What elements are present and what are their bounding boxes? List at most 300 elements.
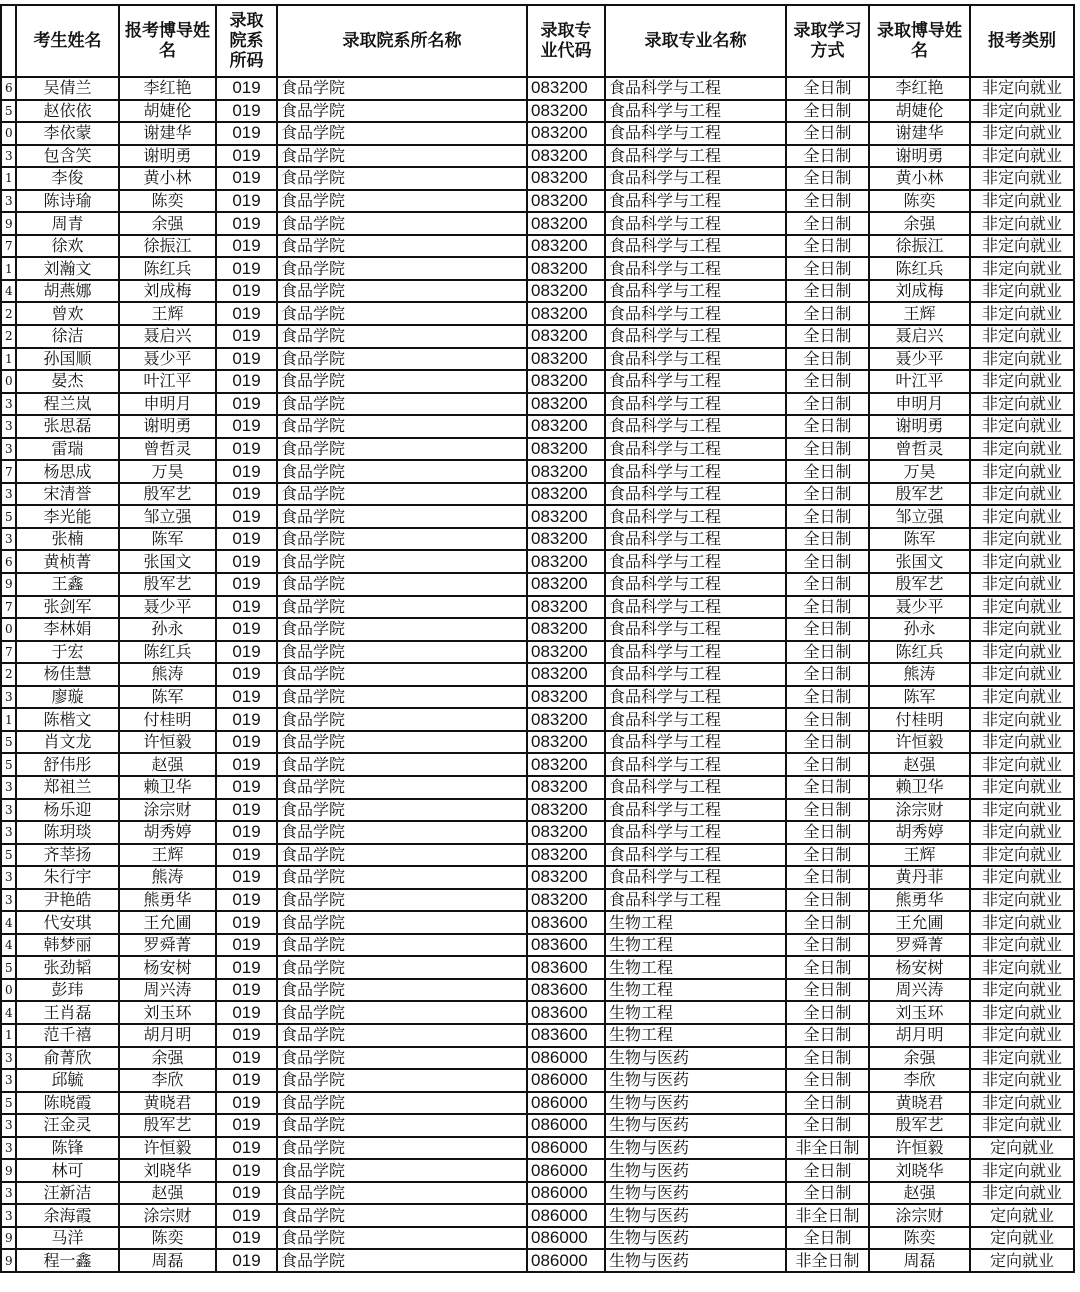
row-edge-cell: 3	[1, 1204, 16, 1227]
dept-name-cell: 食品学院	[277, 1182, 527, 1205]
student-name-cell: 程一鑫	[16, 1249, 119, 1272]
student-name-cell: 赵依依	[16, 100, 119, 123]
study-mode-cell: 非全日制	[786, 1137, 869, 1160]
table-row	[1, 1024, 1074, 1047]
applied-supervisor-cell: 涂宗财	[119, 1204, 216, 1227]
dept-code-cell: 019	[216, 438, 277, 461]
dept-code-cell: 019	[216, 1001, 277, 1024]
category-cell: 非定向就业	[970, 460, 1074, 483]
table-row	[1, 167, 1074, 190]
study-mode-cell: 全日制	[786, 1182, 869, 1205]
student-name-cell: 程兰岚	[16, 393, 119, 416]
dept-code-cell: 019	[216, 550, 277, 573]
dept-name-cell: 食品学院	[277, 1114, 527, 1137]
study-mode-cell: 全日制	[786, 348, 869, 371]
category-cell: 非定向就业	[970, 821, 1074, 844]
major-name-cell: 食品科学与工程	[605, 77, 786, 100]
dept-code-cell: 019	[216, 1137, 277, 1160]
row-edge-cell: 3	[1, 799, 16, 822]
header-line: 录取博导姓	[877, 21, 962, 41]
applied-supervisor-cell: 聂启兴	[119, 325, 216, 348]
major-name-cell: 生物工程	[605, 934, 786, 957]
dept-code-cell: 019	[216, 573, 277, 596]
row-edge-cell: 7	[1, 641, 16, 664]
dept-name-cell: 食品学院	[277, 686, 527, 709]
major-code-cell: 083200	[527, 167, 605, 190]
study-mode-cell: 全日制	[786, 145, 869, 168]
row-edge-cell: 3	[1, 1182, 16, 1205]
admit-supervisor-cell: 孙永	[869, 618, 970, 641]
applied-supervisor-cell: 张国文	[119, 550, 216, 573]
category-cell: 非定向就业	[970, 325, 1074, 348]
student-name-cell: 代安琪	[16, 911, 119, 934]
admit-supervisor-cell: 赵强	[869, 1182, 970, 1205]
dept-code-cell: 019	[216, 934, 277, 957]
dept-code-cell: 019	[216, 483, 277, 506]
major-name-cell: 食品科学与工程	[605, 190, 786, 213]
applied-supervisor-cell: 许恒毅	[119, 1137, 216, 1160]
student-name-cell: 宋清誉	[16, 483, 119, 506]
dept-name-cell: 食品学院	[277, 911, 527, 934]
row-edge-cell: 2	[1, 325, 16, 348]
major-code-cell: 086000	[527, 1069, 605, 1092]
student-name-cell: 胡燕娜	[16, 280, 119, 303]
header-line: 院系	[229, 31, 264, 51]
major-name-cell: 生物与医药	[605, 1204, 786, 1227]
applied-supervisor-cell: 万昊	[119, 460, 216, 483]
major-code-cell: 083200	[527, 821, 605, 844]
dept-name-cell: 食品学院	[277, 1047, 527, 1070]
major-code-cell: 083200	[527, 686, 605, 709]
table-row	[1, 956, 1074, 979]
table-row	[1, 708, 1074, 731]
table-row	[1, 370, 1074, 393]
admit-supervisor-cell: 涂宗财	[869, 799, 970, 822]
category-cell: 非定向就业	[970, 753, 1074, 776]
student-name-cell: 李俊	[16, 167, 119, 190]
major-code-cell: 083600	[527, 956, 605, 979]
admit-supervisor-cell: 李红艳	[869, 77, 970, 100]
dept-code-cell: 019	[216, 122, 277, 145]
dept-name-cell: 食品学院	[277, 370, 527, 393]
admit-supervisor-cell: 刘成梅	[869, 280, 970, 303]
admit-supervisor-cell: 邹立强	[869, 505, 970, 528]
dept-name-cell: 食品学院	[277, 280, 527, 303]
dept-name-cell: 食品学院	[277, 302, 527, 325]
category-cell: 非定向就业	[970, 663, 1074, 686]
study-mode-cell: 全日制	[786, 438, 869, 461]
admit-supervisor-cell: 涂宗财	[869, 1204, 970, 1227]
major-name-cell: 食品科学与工程	[605, 731, 786, 754]
row-edge-cell: 3	[1, 1137, 16, 1160]
student-name-cell: 张剑军	[16, 596, 119, 619]
applied-supervisor-cell: 谢建华	[119, 122, 216, 145]
study-mode-cell: 全日制	[786, 77, 869, 100]
table-row	[1, 100, 1074, 123]
header-cell-edge	[1, 5, 16, 77]
dept-code-cell: 019	[216, 776, 277, 799]
admit-supervisor-cell: 殷军艺	[869, 573, 970, 596]
dept-name-cell: 食品学院	[277, 505, 527, 528]
major-code-cell: 083200	[527, 573, 605, 596]
header-cell-dept-code	[216, 5, 277, 77]
admit-supervisor-cell: 陈奕	[869, 1227, 970, 1250]
dept-name-cell: 食品学院	[277, 528, 527, 551]
category-cell: 非定向就业	[970, 438, 1074, 461]
student-name-cell: 邱毓	[16, 1069, 119, 1092]
dept-code-cell: 019	[216, 618, 277, 641]
major-name-cell: 食品科学与工程	[605, 641, 786, 664]
major-code-cell: 083200	[527, 753, 605, 776]
category-cell: 非定向就业	[970, 483, 1074, 506]
study-mode-cell: 全日制	[786, 753, 869, 776]
admit-supervisor-cell: 申明月	[869, 393, 970, 416]
table-row	[1, 889, 1074, 912]
admit-supervisor-cell: 谢明勇	[869, 415, 970, 438]
table-row	[1, 663, 1074, 686]
table-row	[1, 1069, 1074, 1092]
major-code-cell: 083200	[527, 596, 605, 619]
row-edge-cell: 3	[1, 438, 16, 461]
student-name-cell: 韩梦丽	[16, 934, 119, 957]
major-name-cell: 生物与医药	[605, 1249, 786, 1272]
dept-code-cell: 019	[216, 1114, 277, 1137]
major-code-cell: 083200	[527, 866, 605, 889]
dept-name-cell: 食品学院	[277, 663, 527, 686]
category-cell: 非定向就业	[970, 528, 1074, 551]
study-mode-cell: 全日制	[786, 663, 869, 686]
row-edge-cell: 0	[1, 979, 16, 1002]
applied-supervisor-cell: 殷军艺	[119, 1114, 216, 1137]
row-edge-cell: 3	[1, 866, 16, 889]
study-mode-cell: 全日制	[786, 821, 869, 844]
admit-supervisor-cell: 万昊	[869, 460, 970, 483]
study-mode-cell: 全日制	[786, 1114, 869, 1137]
student-name-cell: 雷瑞	[16, 438, 119, 461]
table-row	[1, 483, 1074, 506]
study-mode-cell: 全日制	[786, 212, 869, 235]
study-mode-cell: 全日制	[786, 731, 869, 754]
dept-name-cell: 食品学院	[277, 550, 527, 573]
row-edge-cell: 3	[1, 776, 16, 799]
major-name-cell: 食品科学与工程	[605, 167, 786, 190]
category-cell: 非定向就业	[970, 550, 1074, 573]
table-row	[1, 505, 1074, 528]
admit-supervisor-cell: 许恒毅	[869, 1137, 970, 1160]
table-row	[1, 1092, 1074, 1115]
table-row	[1, 799, 1074, 822]
applied-supervisor-cell: 余强	[119, 212, 216, 235]
category-cell: 非定向就业	[970, 1114, 1074, 1137]
admit-supervisor-cell: 赵强	[869, 753, 970, 776]
student-name-cell: 王鑫	[16, 573, 119, 596]
row-edge-cell: 5	[1, 505, 16, 528]
dept-code-cell: 019	[216, 77, 277, 100]
row-edge-cell: 4	[1, 280, 16, 303]
header-line: 业代码	[540, 41, 592, 61]
category-cell: 非定向就业	[970, 731, 1074, 754]
dept-name-cell: 食品学院	[277, 325, 527, 348]
header-cell-admit-supervisor	[869, 5, 970, 77]
major-name-cell: 生物与医药	[605, 1137, 786, 1160]
table-row	[1, 438, 1074, 461]
major-code-cell: 086000	[527, 1182, 605, 1205]
row-edge-cell: 6	[1, 77, 16, 100]
row-edge-cell: 3	[1, 1069, 16, 1092]
major-name-cell: 食品科学与工程	[605, 889, 786, 912]
major-code-cell: 083600	[527, 979, 605, 1002]
major-code-cell: 083200	[527, 550, 605, 573]
dept-code-cell: 019	[216, 1024, 277, 1047]
admit-supervisor-cell: 罗舜菁	[869, 934, 970, 957]
dept-name-cell: 食品学院	[277, 1001, 527, 1024]
dept-name-cell: 食品学院	[277, 776, 527, 799]
applied-supervisor-cell: 陈奕	[119, 1227, 216, 1250]
dept-code-cell: 019	[216, 799, 277, 822]
study-mode-cell: 全日制	[786, 708, 869, 731]
student-name-cell: 陈锋	[16, 1137, 119, 1160]
student-name-cell: 齐莘扬	[16, 844, 119, 867]
category-cell: 非定向就业	[970, 167, 1074, 190]
student-name-cell: 俞菁欣	[16, 1047, 119, 1070]
major-code-cell: 086000	[527, 1137, 605, 1160]
dept-name-cell: 食品学院	[277, 235, 527, 258]
admit-supervisor-cell: 王辉	[869, 844, 970, 867]
category-cell: 非定向就业	[970, 1069, 1074, 1092]
table-row	[1, 618, 1074, 641]
table-row	[1, 280, 1074, 303]
category-cell: 非定向就业	[970, 776, 1074, 799]
major-code-cell: 083200	[527, 618, 605, 641]
dept-name-cell: 食品学院	[277, 415, 527, 438]
dept-code-cell: 019	[216, 348, 277, 371]
row-edge-cell: 3	[1, 415, 16, 438]
dept-name-cell: 食品学院	[277, 844, 527, 867]
dept-code-cell: 019	[216, 708, 277, 731]
dept-name-cell: 食品学院	[277, 1069, 527, 1092]
table-row	[1, 460, 1074, 483]
dept-name-cell: 食品学院	[277, 979, 527, 1002]
category-cell: 非定向就业	[970, 1047, 1074, 1070]
major-code-cell: 083200	[527, 505, 605, 528]
header-cell-study-mode	[786, 5, 869, 77]
dept-name-cell: 食品学院	[277, 753, 527, 776]
admit-supervisor-cell: 胡婕伦	[869, 100, 970, 123]
study-mode-cell: 全日制	[786, 1092, 869, 1115]
admit-supervisor-cell: 刘玉环	[869, 1001, 970, 1024]
major-code-cell: 083200	[527, 393, 605, 416]
dept-name-cell: 食品学院	[277, 1159, 527, 1182]
major-name-cell: 食品科学与工程	[605, 100, 786, 123]
major-name-cell: 食品科学与工程	[605, 550, 786, 573]
student-name-cell: 李依蒙	[16, 122, 119, 145]
major-code-cell: 083200	[527, 370, 605, 393]
major-code-cell: 083200	[527, 415, 605, 438]
dept-code-cell: 019	[216, 1092, 277, 1115]
table-row	[1, 821, 1074, 844]
dept-code-cell: 019	[216, 1069, 277, 1092]
major-name-cell: 食品科学与工程	[605, 776, 786, 799]
major-code-cell: 083200	[527, 776, 605, 799]
major-name-cell: 生物与医药	[605, 1159, 786, 1182]
row-edge-cell: 9	[1, 1249, 16, 1272]
dept-code-cell: 019	[216, 844, 277, 867]
admit-supervisor-cell: 王辉	[869, 302, 970, 325]
table-row	[1, 1204, 1074, 1227]
applied-supervisor-cell: 胡月明	[119, 1024, 216, 1047]
student-name-cell: 于宏	[16, 641, 119, 664]
applied-supervisor-cell: 周磊	[119, 1249, 216, 1272]
dept-code-cell: 019	[216, 1204, 277, 1227]
major-name-cell: 食品科学与工程	[605, 348, 786, 371]
row-edge-cell: 3	[1, 190, 16, 213]
row-edge-cell: 5	[1, 1092, 16, 1115]
study-mode-cell: 全日制	[786, 415, 869, 438]
major-code-cell: 083200	[527, 212, 605, 235]
row-edge-cell: 2	[1, 663, 16, 686]
dept-name-cell: 食品学院	[277, 460, 527, 483]
applied-supervisor-cell: 申明月	[119, 393, 216, 416]
major-code-cell: 083600	[527, 911, 605, 934]
row-edge-cell: 3	[1, 821, 16, 844]
major-name-cell: 食品科学与工程	[605, 460, 786, 483]
study-mode-cell: 全日制	[786, 1047, 869, 1070]
header-line: 所码	[229, 51, 264, 71]
dept-code-cell: 019	[216, 1182, 277, 1205]
major-code-cell: 086000	[527, 1249, 605, 1272]
row-edge-cell: 7	[1, 596, 16, 619]
row-edge-cell: 9	[1, 573, 16, 596]
row-edge-cell: 3	[1, 889, 16, 912]
applied-supervisor-cell: 余强	[119, 1047, 216, 1070]
table-row	[1, 393, 1074, 416]
table-row	[1, 686, 1074, 709]
major-code-cell: 083200	[527, 731, 605, 754]
category-cell: 非定向就业	[970, 573, 1074, 596]
major-name-cell: 食品科学与工程	[605, 844, 786, 867]
dept-code-cell: 019	[216, 1159, 277, 1182]
study-mode-cell: 全日制	[786, 190, 869, 213]
dept-code-cell: 019	[216, 370, 277, 393]
header-line: 录取专	[540, 21, 592, 41]
category-cell: 非定向就业	[970, 686, 1074, 709]
major-code-cell: 083200	[527, 77, 605, 100]
major-name-cell: 食品科学与工程	[605, 753, 786, 776]
study-mode-cell: 全日制	[786, 280, 869, 303]
dept-name-cell: 食品学院	[277, 1204, 527, 1227]
student-name-cell: 舒伟彤	[16, 753, 119, 776]
admit-supervisor-cell: 付桂明	[869, 708, 970, 731]
study-mode-cell: 全日制	[786, 1069, 869, 1092]
table-row	[1, 776, 1074, 799]
student-name-cell: 郑祖兰	[16, 776, 119, 799]
admission-table-container	[0, 4, 1075, 1273]
dept-code-cell: 019	[216, 145, 277, 168]
applied-supervisor-cell: 邹立强	[119, 505, 216, 528]
row-edge-cell: 3	[1, 483, 16, 506]
dept-name-cell: 食品学院	[277, 1227, 527, 1250]
admit-supervisor-cell: 余强	[869, 212, 970, 235]
row-edge-cell: 1	[1, 348, 16, 371]
dept-code-cell: 019	[216, 866, 277, 889]
dept-name-cell: 食品学院	[277, 145, 527, 168]
header-cell-major-name: 录取专业名称	[605, 5, 786, 77]
table-row	[1, 731, 1074, 754]
table-row	[1, 325, 1074, 348]
row-edge-cell: 9	[1, 212, 16, 235]
dept-code-cell: 019	[216, 979, 277, 1002]
student-name-cell: 肖文龙	[16, 731, 119, 754]
major-code-cell: 083200	[527, 235, 605, 258]
table-row	[1, 302, 1074, 325]
dept-name-cell: 食品学院	[277, 438, 527, 461]
major-name-cell: 食品科学与工程	[605, 483, 786, 506]
applied-supervisor-cell: 赵强	[119, 753, 216, 776]
major-name-cell: 食品科学与工程	[605, 325, 786, 348]
applied-supervisor-cell: 王辉	[119, 844, 216, 867]
dept-code-cell: 019	[216, 415, 277, 438]
major-code-cell: 086000	[527, 1159, 605, 1182]
dept-code-cell: 019	[216, 100, 277, 123]
dept-code-cell: 019	[216, 1249, 277, 1272]
dept-code-cell: 019	[216, 460, 277, 483]
applied-supervisor-cell: 谢明勇	[119, 415, 216, 438]
applied-supervisor-cell: 陈红兵	[119, 257, 216, 280]
major-code-cell: 083600	[527, 1024, 605, 1047]
applied-supervisor-cell: 赖卫华	[119, 776, 216, 799]
major-name-cell: 食品科学与工程	[605, 212, 786, 235]
table-row	[1, 1114, 1074, 1137]
student-name-cell: 汪金灵	[16, 1114, 119, 1137]
dept-code-cell: 019	[216, 753, 277, 776]
applied-supervisor-cell: 徐振江	[119, 235, 216, 258]
header-cell-applied-supervisor: 报考博导姓名	[119, 5, 216, 77]
category-cell: 非定向就业	[970, 257, 1074, 280]
table-row	[1, 212, 1074, 235]
category-cell: 非定向就业	[970, 1001, 1074, 1024]
student-name-cell: 陈玥琰	[16, 821, 119, 844]
category-cell: 非定向就业	[970, 280, 1074, 303]
dept-name-cell: 食品学院	[277, 257, 527, 280]
applied-supervisor-cell: 熊勇华	[119, 889, 216, 912]
category-cell: 非定向就业	[970, 1182, 1074, 1205]
student-name-cell: 马洋	[16, 1227, 119, 1250]
major-name-cell: 食品科学与工程	[605, 799, 786, 822]
row-edge-cell: 5	[1, 844, 16, 867]
row-edge-cell: 4	[1, 934, 16, 957]
table-row	[1, 573, 1074, 596]
admit-supervisor-cell: 陈奕	[869, 190, 970, 213]
table-row	[1, 190, 1074, 213]
category-cell: 非定向就业	[970, 302, 1074, 325]
study-mode-cell: 全日制	[786, 799, 869, 822]
dept-code-cell: 019	[216, 302, 277, 325]
row-edge-cell: 1	[1, 167, 16, 190]
admit-supervisor-cell: 曾哲灵	[869, 438, 970, 461]
major-name-cell: 食品科学与工程	[605, 596, 786, 619]
dept-code-cell: 019	[216, 235, 277, 258]
table-row	[1, 145, 1074, 168]
student-name-cell: 廖璇	[16, 686, 119, 709]
category-cell: 非定向就业	[970, 393, 1074, 416]
dept-name-cell: 食品学院	[277, 821, 527, 844]
admit-supervisor-cell: 王允圃	[869, 911, 970, 934]
major-name-cell: 食品科学与工程	[605, 235, 786, 258]
admit-supervisor-cell: 赖卫华	[869, 776, 970, 799]
category-cell: 非定向就业	[970, 979, 1074, 1002]
applied-supervisor-cell: 王允圃	[119, 911, 216, 934]
dept-name-cell: 食品学院	[277, 1249, 527, 1272]
